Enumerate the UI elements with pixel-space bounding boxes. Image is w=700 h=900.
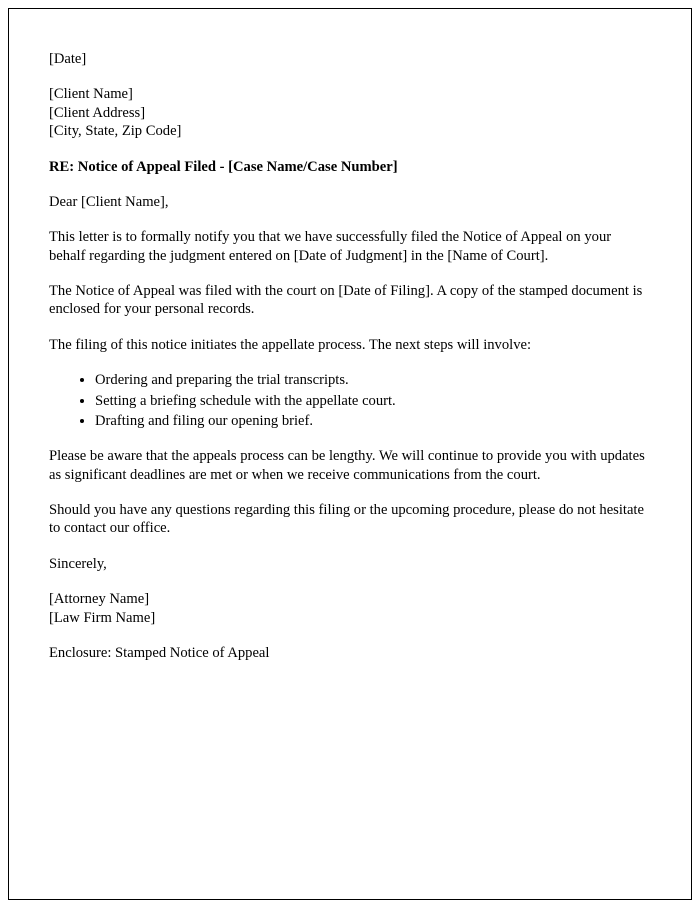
law-firm-name: [Law Firm Name]: [49, 609, 156, 626]
closing: Sincerely,: [49, 555, 107, 572]
recipient-city-state-zip: [City, State, Zip Code]: [49, 123, 182, 140]
paragraph-filing-date: The Notice of Appeal was filed with the court on [Date of Filing]. A copy of the stamped document is enclosed for your personal records.: [49, 283, 643, 318]
recipient-name: [Client Name]: [49, 86, 133, 103]
letter-page: [8, 8, 692, 900]
paragraph-filing-notification: This letter is to formally notify you that we have successfully filed the Notice of Appeal on your behalf regarding the judgment entered on [Date of Judgment] in the [Name of Court].: [49, 229, 612, 264]
signature-block: [49, 590, 651, 627]
recipient-address-block: [49, 85, 651, 140]
paragraph-contact: Should you have any questions regarding this filing or the upcoming procedure, please do not hesitate to contact our office.: [49, 502, 644, 537]
date-line: [Date]: [49, 51, 87, 67]
list-item: • Drafting and filing our opening brief.: [95, 412, 651, 430]
list-item: • Setting a briefing schedule with the appellate court.: [95, 392, 651, 410]
recipient-address: [Client Address]: [49, 104, 146, 121]
salutation: Dear [Client Name],: [49, 193, 169, 210]
attorney-name: [Attorney Name]: [49, 591, 150, 608]
subject-line: RE: Notice of Appeal Filed - [Case Name/Case Number]: [49, 158, 398, 175]
next-steps-list: [49, 371, 651, 430]
letter-body: [9, 9, 691, 662]
enclosure-line: Enclosure: Stamped Notice of Appeal: [49, 644, 270, 661]
list-item: • Ordering and preparing the trial transcripts.: [95, 371, 651, 389]
paragraph-process-length: Please be aware that the appeals process can be lengthy. We will continue to provide you with updates as significant deadlines are met or when we receive communications from the court.: [49, 448, 645, 483]
paragraph-next-steps-intro: The filing of this notice initiates the appellate process. The next steps will involve:: [49, 336, 532, 353]
